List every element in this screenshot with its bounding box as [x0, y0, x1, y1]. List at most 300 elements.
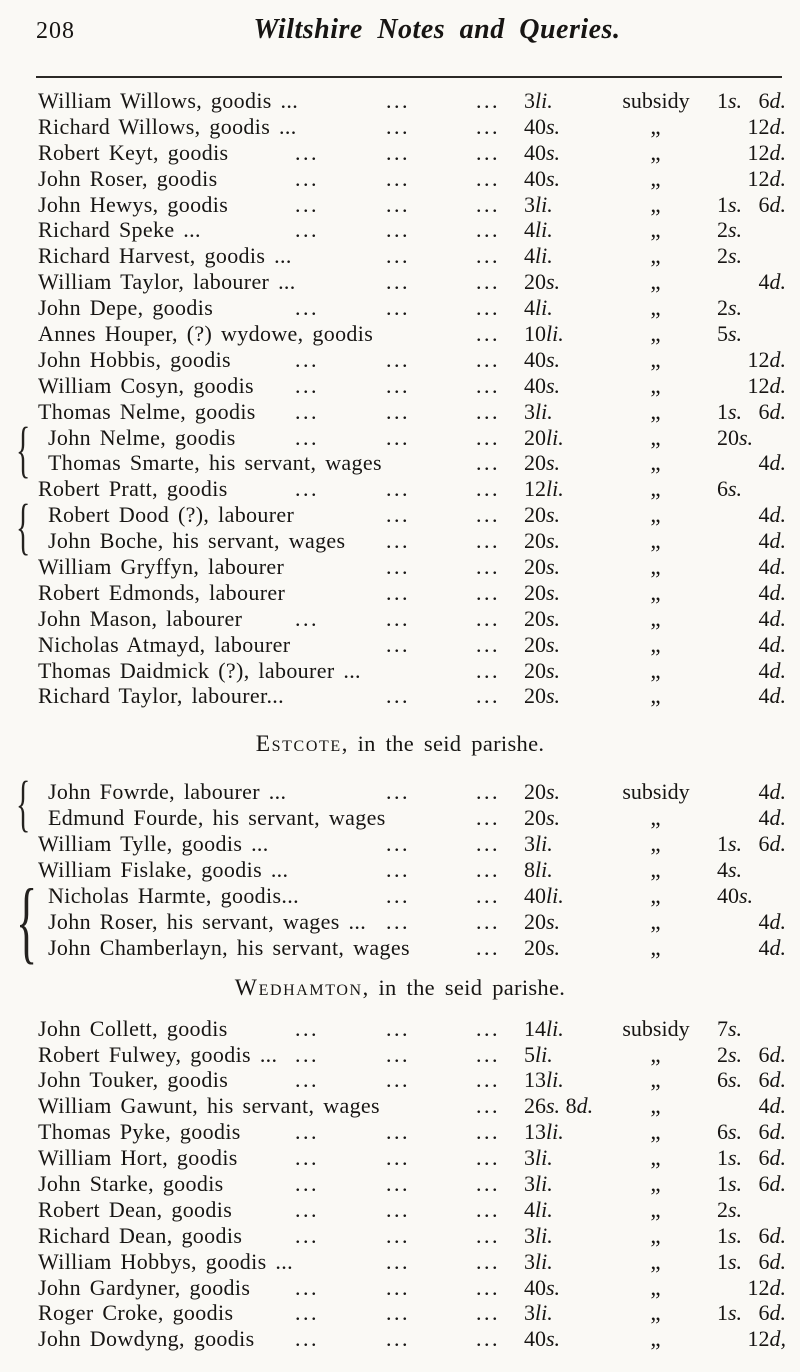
table-row — [0, 805, 800, 831]
dot-leader: ... — [295, 398, 319, 424]
subsidy-label: „ — [650, 882, 662, 908]
dot-leader: ... — [476, 165, 500, 191]
assessment-amount: 3li. — [524, 1248, 553, 1274]
dot-leader: ... — [476, 554, 500, 580]
dot-leader: ... — [476, 398, 500, 424]
tax-pence: 6d. — [758, 1119, 786, 1145]
assessment-amount: 4li. — [524, 295, 553, 321]
person-name: John Dowdyng, goodis — [38, 1326, 255, 1352]
table-row — [0, 1171, 800, 1197]
person-name: Edmund Fourde, his servant, wages — [48, 805, 386, 831]
dot-leader: ... — [295, 424, 319, 450]
subsidy-label: „ — [650, 295, 662, 321]
section-rest: , in the seid parishe. — [341, 731, 545, 757]
section-place: Wedhamton — [234, 974, 363, 1001]
dot-leader: ... — [476, 1274, 500, 1300]
person-name: John Starke, goodis — [38, 1170, 224, 1196]
tax-shillings: 2s. — [717, 243, 743, 269]
tax-shillings: 40s. — [717, 882, 754, 908]
assessment-amount: 10li. — [524, 321, 564, 347]
person-name: John Nelme, goodis — [48, 424, 236, 450]
subsidy-label: „ — [650, 657, 662, 683]
person-name: Robert Dean, goodis — [38, 1196, 233, 1222]
dot-leader: ... — [476, 1196, 500, 1222]
person-name: William Hobbys, goodis ... — [38, 1248, 293, 1274]
dot-leader: ... — [386, 217, 410, 243]
subsidy-label: „ — [650, 398, 662, 424]
tax-pence: 4d. — [758, 502, 786, 528]
tax-shillings: 6s. — [717, 1067, 743, 1093]
subsidy-label: „ — [650, 831, 662, 857]
table-row — [0, 606, 800, 632]
table-row — [0, 1145, 800, 1171]
subsidy-label: „ — [650, 424, 662, 450]
subsidy-label: subsidy — [622, 779, 690, 805]
tax-pence: 12d. — [747, 372, 786, 398]
tax-shillings: 1s. — [717, 1248, 743, 1274]
assessment-amount: 40s. — [524, 372, 561, 398]
person-name: John Fowrde, labourer ... — [48, 779, 287, 805]
person-name: Robert Dood (?), labourer — [48, 502, 295, 528]
tax-shillings: 6s. — [717, 1119, 743, 1145]
dot-leader: ... — [476, 528, 500, 554]
assessment-amount: 20s. — [524, 779, 561, 805]
tax-shillings: 4s. — [717, 857, 743, 883]
dot-leader: ... — [295, 191, 319, 217]
table-row — [0, 88, 800, 114]
dot-leader: ... — [476, 1015, 500, 1041]
tax-pence: 4d. — [758, 631, 786, 657]
table-row — [0, 321, 800, 347]
subsidy-label: „ — [650, 1274, 662, 1300]
table-row — [0, 1249, 800, 1275]
dot-leader: ... — [386, 1222, 410, 1248]
assessment-amount: 40s. — [524, 346, 561, 372]
section-heading — [0, 961, 800, 1016]
assessment-amount: 20s. — [524, 450, 561, 476]
tax-pence: 4d. — [758, 450, 786, 476]
tax-pence: 4d. — [758, 934, 786, 960]
table-row — [0, 373, 800, 399]
tax-shillings: 1s. — [717, 1300, 743, 1326]
assessment-amount: 20s. — [524, 934, 561, 960]
subsidy-label: „ — [650, 1248, 662, 1274]
dot-leader: ... — [295, 1300, 319, 1326]
dot-leader: ... — [295, 1145, 319, 1171]
table-row — [0, 166, 800, 192]
tax-shillings: 2s. — [717, 295, 743, 321]
dot-leader: ... — [476, 1041, 500, 1067]
subsidy-label: „ — [650, 908, 662, 934]
assessment-amount: 20s. — [524, 528, 561, 554]
subsidy-label: „ — [650, 502, 662, 528]
subsidy-label: „ — [650, 321, 662, 347]
person-name: William Gawunt, his servant, wages — [38, 1093, 380, 1119]
table-row — [0, 909, 800, 935]
table-row — [0, 140, 800, 166]
dot-leader: ... — [386, 831, 410, 857]
subsidy-label: „ — [650, 1300, 662, 1326]
section-heading — [0, 709, 800, 779]
subsidy-label: „ — [650, 1093, 662, 1119]
assessment-amount: 3li. — [524, 1300, 553, 1326]
table-row — [0, 217, 800, 243]
table-row — [0, 658, 800, 684]
table-row — [0, 1223, 800, 1249]
subsidy-label: „ — [650, 1196, 662, 1222]
dot-leader: ... — [386, 857, 410, 883]
dot-leader: ... — [386, 398, 410, 424]
tax-shillings: 1s. — [717, 398, 743, 424]
subsidy-label: „ — [650, 528, 662, 554]
dot-leader: ... — [386, 1248, 410, 1274]
page-number: 208 — [36, 18, 75, 44]
dot-leader: ... — [386, 1326, 410, 1352]
assessment-amount: 20s. — [524, 805, 561, 831]
person-name: William Willows, goodis ... — [38, 88, 299, 113]
table-row — [0, 1300, 800, 1326]
subsidy-label: „ — [650, 1067, 662, 1093]
table-row — [0, 192, 800, 218]
dot-leader: ... — [476, 450, 500, 476]
tax-pence: 4d. — [758, 1093, 786, 1119]
tax-pence: 4d. — [758, 579, 786, 605]
person-name: Thomas Pyke, goodis — [38, 1119, 241, 1145]
dot-leader: ... — [295, 346, 319, 372]
person-name: William Taylor, labourer ... — [38, 269, 296, 295]
dot-leader: ... — [476, 908, 500, 934]
table-row — [0, 554, 800, 580]
subsidy-label: subsidy — [622, 1015, 690, 1041]
person-name: Richard Dean, goodis — [38, 1222, 243, 1248]
table-row — [0, 857, 800, 883]
table-row — [0, 683, 800, 709]
dot-leader: ... — [295, 139, 319, 165]
person-name: Richard Harvest, goodis ... — [38, 243, 292, 269]
table-row — [0, 347, 800, 373]
assessment-amount: 20s. — [524, 683, 561, 709]
subsidy-label: „ — [650, 1145, 662, 1171]
page-title: Wiltshire Notes and Queries. — [253, 14, 621, 45]
dot-leader: ... — [295, 1067, 319, 1093]
assessment-amount: 8li. — [524, 857, 553, 883]
subsidy-label: „ — [650, 1041, 662, 1067]
tax-pence: 6d. — [758, 88, 786, 113]
dot-leader: ... — [476, 1326, 500, 1352]
subsidy-label: „ — [650, 1119, 662, 1145]
dot-leader: ... — [386, 554, 410, 580]
assessment-amount: 14li. — [524, 1015, 564, 1041]
assessment-amount: 40s. — [524, 1274, 561, 1300]
dot-leader: ... — [295, 1119, 319, 1145]
subsidy-label: „ — [650, 450, 662, 476]
dot-leader: ... — [476, 1300, 500, 1326]
tax-shillings: 6s. — [717, 476, 743, 502]
assessment-amount: 20s. — [524, 605, 561, 631]
row-group-brace: { — [16, 869, 38, 972]
dot-leader: ... — [386, 269, 410, 295]
subsidy-label: „ — [650, 476, 662, 502]
person-name: John Roser, his servant, wages ... — [48, 908, 367, 934]
dot-leader: ... — [386, 295, 410, 321]
tax-pence: 4d. — [758, 554, 786, 580]
assessment-amount: 20s. — [524, 554, 561, 580]
dot-leader: ... — [386, 605, 410, 631]
tax-pence: 4d. — [758, 528, 786, 554]
tax-pence: 6d. — [758, 1300, 786, 1326]
person-name: William Fislake, goodis ... — [38, 857, 289, 883]
person-name: John Boche, his servant, wages — [48, 528, 346, 554]
tax-pence: 6d. — [758, 191, 786, 217]
dot-leader: ... — [295, 217, 319, 243]
dot-leader: ... — [386, 1145, 410, 1171]
table-row — [0, 1197, 800, 1223]
assessment-amount: 3li. — [524, 1222, 553, 1248]
assessment-amount: 3li. — [524, 398, 553, 424]
tax-pence: 6d. — [758, 1170, 786, 1196]
table-row — [0, 1067, 800, 1093]
dot-leader: ... — [295, 476, 319, 502]
dot-leader: ... — [295, 1015, 319, 1041]
table-row — [0, 476, 800, 502]
dot-leader: ... — [476, 1222, 500, 1248]
table-row — [0, 1119, 800, 1145]
dot-leader: ... — [476, 191, 500, 217]
table-row — [0, 1042, 800, 1068]
subsidy-label: „ — [650, 805, 662, 831]
dot-leader: ... — [386, 191, 410, 217]
dot-leader: ... — [476, 831, 500, 857]
dot-leader: ... — [386, 476, 410, 502]
person-name: Roger Croke, goodis — [38, 1300, 234, 1326]
table-row — [0, 935, 800, 961]
table-row — [0, 831, 800, 857]
subsidy-label: „ — [650, 934, 662, 960]
dot-leader: ... — [476, 321, 500, 347]
table-row — [0, 1326, 800, 1352]
assessment-amount: 26s. 8d. — [524, 1093, 594, 1119]
dot-leader: ... — [476, 476, 500, 502]
tax-pence: 6d. — [758, 1222, 786, 1248]
dot-leader: ... — [476, 295, 500, 321]
person-name: Richard Taylor, labourer... — [38, 683, 284, 709]
tax-pence: 6d. — [758, 398, 786, 424]
dot-leader: ... — [386, 243, 410, 269]
dot-leader: ... — [386, 1196, 410, 1222]
person-name: Thomas Smarte, his servant, wages — [48, 450, 382, 476]
dot-leader: ... — [386, 1015, 410, 1041]
dot-leader: ... — [295, 165, 319, 191]
tax-pence: 4d. — [758, 605, 786, 631]
tax-pence: 12d. — [747, 165, 786, 191]
dot-leader: ... — [386, 139, 410, 165]
tax-shillings: 2s. — [717, 1196, 743, 1222]
dot-leader: ... — [476, 113, 500, 139]
subsidy-label: „ — [650, 1170, 662, 1196]
dot-leader: ... — [386, 579, 410, 605]
dot-leader: ... — [476, 657, 500, 683]
person-name: William Tylle, goodis ... — [38, 831, 269, 857]
table-row — [0, 1016, 800, 1042]
dot-leader: ... — [476, 805, 500, 831]
tax-pence: 4d. — [758, 908, 786, 934]
row-group-brace: { — [16, 415, 31, 484]
assessment-amount: 20s. — [524, 631, 561, 657]
person-name: Thomas Nelme, goodis — [38, 398, 256, 424]
dot-leader: ... — [476, 424, 500, 450]
person-name: John Hobbis, goodis — [38, 346, 231, 372]
dot-leader: ... — [476, 217, 500, 243]
dot-leader: ... — [476, 372, 500, 398]
dot-leader: ... — [295, 1041, 319, 1067]
tax-pence: 12d, — [747, 1326, 786, 1352]
assessment-amount: 20s. — [524, 657, 561, 683]
dot-leader: ... — [476, 139, 500, 165]
tax-shillings: 2s. — [717, 217, 743, 243]
dot-leader: ... — [476, 605, 500, 631]
person-name: Nicholas Atmayd, labourer — [38, 631, 291, 657]
dot-leader: ... — [386, 1119, 410, 1145]
tax-pence: 6d. — [758, 1248, 786, 1274]
assessment-amount: 20li. — [524, 424, 564, 450]
person-name: John Chamberlayn, his servant, wages — [48, 934, 410, 960]
dot-leader: ... — [386, 346, 410, 372]
tax-pence: 6d. — [758, 1067, 786, 1093]
dot-leader: ... — [295, 1326, 319, 1352]
person-name: Robert Keyt, goodis — [38, 139, 229, 165]
assessment-amount: 40s. — [524, 1326, 561, 1352]
tax-pence: 4d. — [758, 805, 786, 831]
dot-leader: ... — [386, 1170, 410, 1196]
dot-leader: ... — [476, 1119, 500, 1145]
dot-leader: ... — [476, 683, 500, 709]
dot-leader: ... — [476, 88, 500, 113]
subsidy-label: „ — [650, 346, 662, 372]
tax-pence: 4d. — [758, 779, 786, 805]
dot-leader: ... — [476, 502, 500, 528]
dot-leader: ... — [476, 1248, 500, 1274]
subsidy-label: „ — [650, 554, 662, 580]
running-head — [0, 12, 800, 58]
person-name: John Hewys, goodis — [38, 191, 229, 217]
subsidy-label: „ — [650, 372, 662, 398]
person-name: Richard Willows, goodis ... — [38, 113, 297, 139]
assessment-amount: 40s. — [524, 139, 561, 165]
table-row — [0, 580, 800, 606]
dot-leader: ... — [295, 1170, 319, 1196]
tax-shillings: 5s. — [717, 321, 743, 347]
dot-leader: ... — [386, 424, 410, 450]
dot-leader: ... — [476, 882, 500, 908]
tax-pence: 4d. — [758, 683, 786, 709]
tax-pence: 6d. — [758, 831, 786, 857]
assessment-amount: 40s. — [524, 165, 561, 191]
tax-pence: 12d. — [747, 113, 786, 139]
person-name: John Collett, goodis — [38, 1015, 228, 1041]
subsidy-label: „ — [650, 605, 662, 631]
assessment-amount: 3li. — [524, 1145, 553, 1171]
dot-leader: ... — [476, 1170, 500, 1196]
subsidy-label: „ — [650, 857, 662, 883]
assessment-amount: 3li. — [524, 1170, 553, 1196]
tax-shillings: 1s. — [717, 1145, 743, 1171]
row-group-brace: { — [16, 493, 31, 562]
person-name: Annes Houper, (?) wydowe, goodis — [38, 321, 374, 347]
dot-leader: ... — [476, 346, 500, 372]
dot-leader: ... — [476, 857, 500, 883]
assessment-amount: 20s. — [524, 579, 561, 605]
subsidy-label: „ — [650, 631, 662, 657]
person-name: John Roser, goodis — [38, 165, 218, 191]
assessment-amount: 13li. — [524, 1119, 564, 1145]
dot-leader: ... — [476, 779, 500, 805]
tax-pence: 12d. — [747, 139, 786, 165]
dot-leader: ... — [295, 1196, 319, 1222]
dot-leader: ... — [476, 1093, 500, 1119]
person-name: Robert Pratt, goodis — [38, 476, 228, 502]
person-name: Robert Edmonds, labourer — [38, 579, 286, 605]
assessment-amount: 12li. — [524, 476, 564, 502]
assessment-amount: 20s. — [524, 269, 561, 295]
table-row — [0, 528, 800, 554]
assessment-amount: 13li. — [524, 1067, 564, 1093]
tax-pence: 6d. — [758, 1041, 786, 1067]
subsidy-label: „ — [650, 1326, 662, 1352]
person-name: John Touker, goodis — [38, 1067, 229, 1093]
tax-shillings: 1s. — [717, 1170, 743, 1196]
dot-leader: ... — [386, 631, 410, 657]
table-row — [0, 295, 800, 321]
table-row — [0, 632, 800, 658]
tax-pence: 6d. — [758, 1145, 786, 1171]
table-row — [0, 114, 800, 140]
subsidy-label: „ — [650, 683, 662, 709]
dot-leader: ... — [476, 243, 500, 269]
assessment-amount: 5li. — [524, 1041, 553, 1067]
subsidy-label: „ — [650, 217, 662, 243]
dot-leader: ... — [386, 165, 410, 191]
assessment-amount: 20s. — [524, 502, 561, 528]
dot-leader: ... — [295, 295, 319, 321]
subsidy-label: „ — [650, 243, 662, 269]
person-name: John Mason, labourer — [38, 605, 243, 631]
assessment-amount: 20s. — [524, 908, 561, 934]
person-name: William Gryffyn, labourer — [38, 554, 285, 580]
tax-shillings: 1s. — [717, 1222, 743, 1248]
subsidy-label: „ — [650, 191, 662, 217]
dot-leader: ... — [476, 934, 500, 960]
dot-leader: ... — [386, 1041, 410, 1067]
tax-shillings: 1s. — [717, 831, 743, 857]
person-name: William Hort, goodis — [38, 1145, 238, 1171]
section-place: Estcote — [255, 730, 342, 757]
dot-leader: ... — [386, 1300, 410, 1326]
person-name: Nicholas Harmte, goodis... — [48, 882, 299, 908]
tax-pence: 4d. — [758, 269, 786, 295]
row-group-brace: { — [16, 770, 31, 839]
dot-leader: ... — [476, 269, 500, 295]
tax-shillings: 2s. — [717, 1041, 743, 1067]
subsidy-label: „ — [650, 269, 662, 295]
tax-pence: 12d. — [747, 1274, 786, 1300]
person-name: John Depe, goodis — [38, 295, 214, 321]
assessment-table — [0, 88, 800, 1352]
dot-leader: ... — [386, 882, 410, 908]
person-name: John Gardyner, goodis — [38, 1274, 251, 1300]
dot-leader: ... — [295, 1274, 319, 1300]
assessment-amount: 4li. — [524, 1196, 553, 1222]
subsidy-label: subsidy — [622, 88, 690, 113]
